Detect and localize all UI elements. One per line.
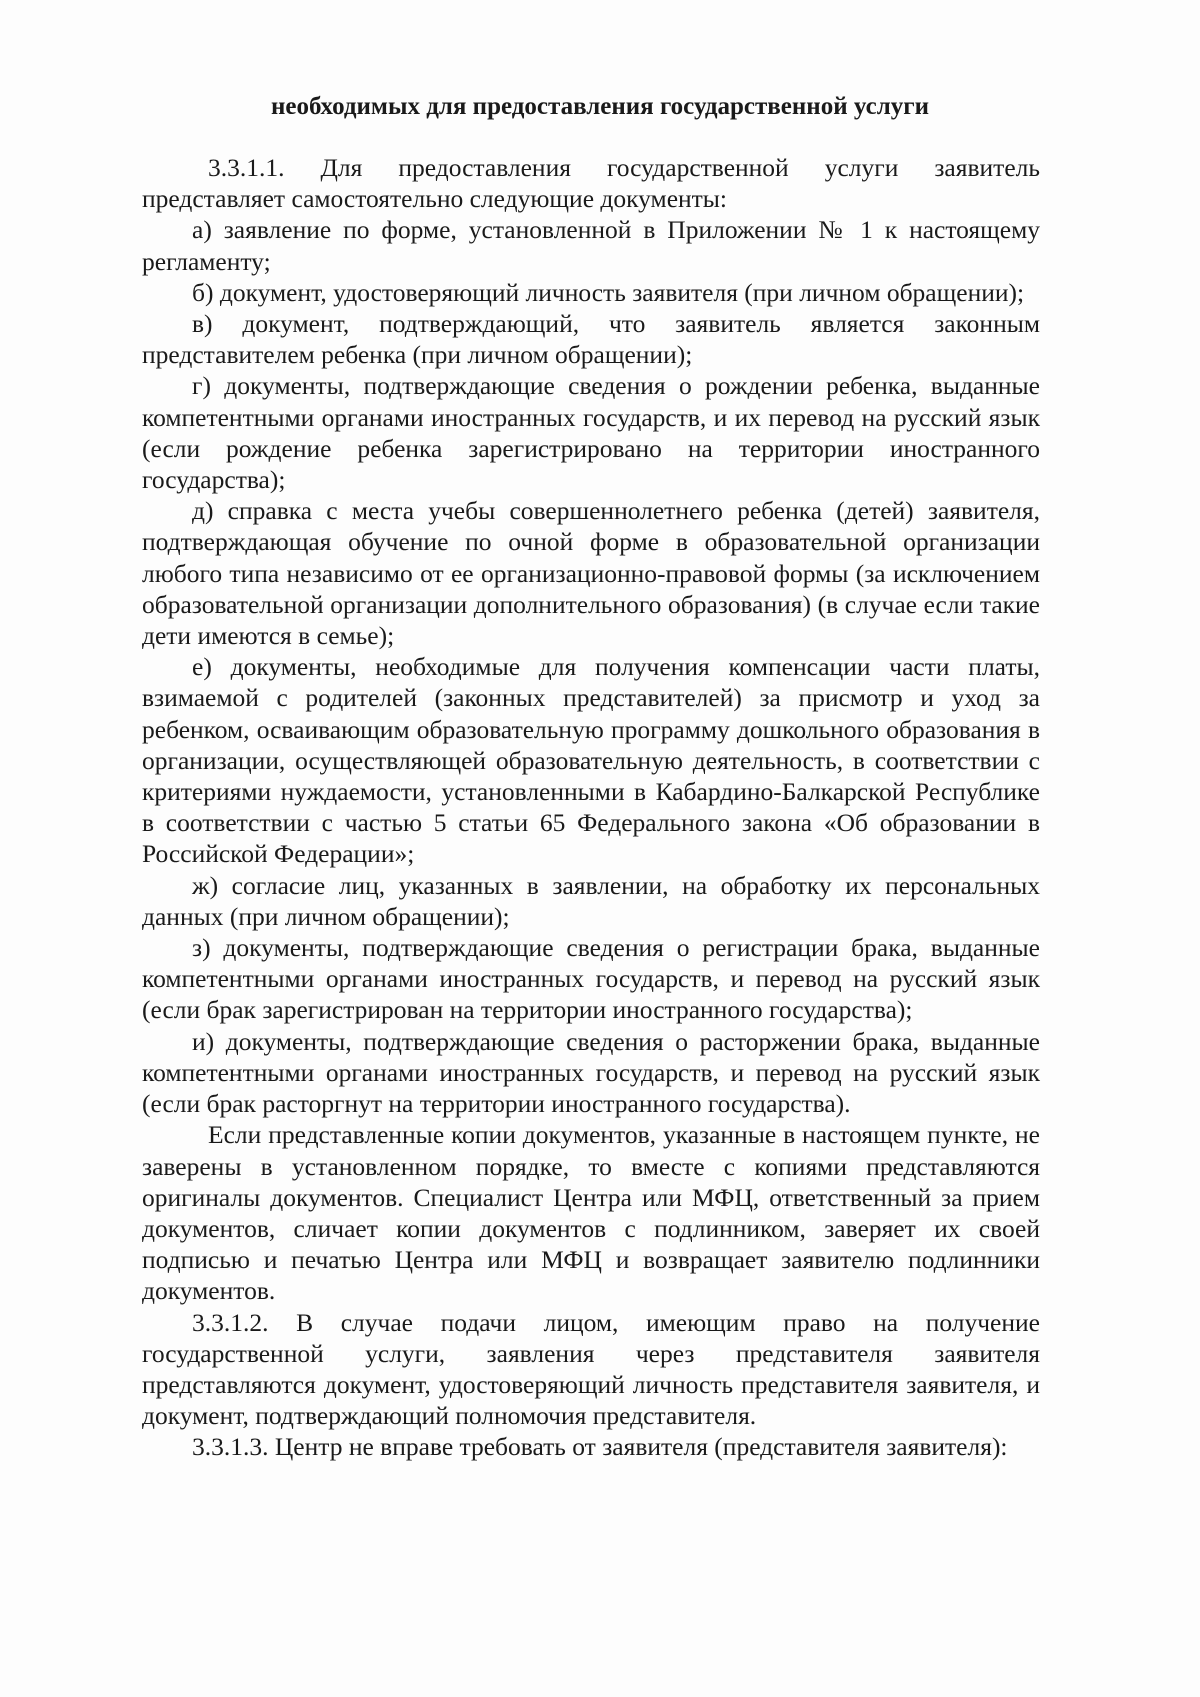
paragraph-3-3-1-2: 3.3.1.2. В случае подачи лицом, имеющим право на получение государственной услуги, заявления через представителя заявителя представляются документ, удостоверяющий личность представителя заявителя, и документ, подтверждающий полномочия представителя. (142, 1307, 1040, 1431)
list-item-g: г) документы, подтверждающие сведения о рождении ребенка, выданные компетентными органами иностранных государств, и их перевод на русский язык (если рождение ребенка зарегистрировано на территории иностранного государства); (142, 371, 1040, 495)
list-item-d: д) справка с места учебы совершеннолетнего ребенка (детей) заявителя, подтверждающая обучение по очной форме в образовательной организации любого типа независимо от ее организационно-правовой формы (за исключением образовательной организации дополнительного образования) (в случае если такие дети имеются в семье); (142, 496, 1040, 651)
paragraph-copies-note: Если представленные копии документов, указанные в настоящем пункте, не заверены в установленном порядке, то вместе с копиями представляются оригиналы документов. Специалист Центра или МФЦ, ответственный за прием документов, сличает копии документов с подлинником, заверяет их своей подписью и печатью Центра или МФЦ и возвращает заявителю подлинники документов. (142, 1120, 1040, 1306)
list-item-b: б) документ, удостоверяющий личность заявителя (при личном обращении); (192, 277, 1025, 307)
document-body (142, 152, 1040, 1463)
section-heading: необходимых для предоставления государственной услуги (271, 93, 929, 120)
list-item-i: и) документы, подтверждающие сведения о расторжении брака, выданные компетентными органами иностранных государств, и перевод на русский язык (если брак расторгнут на территории иностранного государства). (142, 1026, 1040, 1119)
paragraph-3-3-1-3: 3.3.1.3. Центр не вправе требовать от заявителя (представителя заявителя): (192, 1432, 1008, 1462)
list-item-e: е) документы, необходимые для получения компенсации части платы, взимаемой с родителей (законных представителей) за присмотр и уход за ребенком, осваивающим образовательную программу дошкольного образования в организации, осуществляющей образовательную деятельность, в соответствии с критериями нуждаемости, установленными в Кабардино-Балкарской Республике в соответствии с частью 5 статьи 65 Федерального закона «Об образовании в Российской Федерации»; (142, 652, 1040, 869)
list-item-v: в) документ, подтверждающий, что заявитель является законным представителем ребенка (при личном обращении); (142, 309, 1040, 370)
list-item-zh: ж) согласие лиц, указанных в заявлении, на обработку их персональных данных (при личном обращении); (142, 870, 1040, 931)
paragraph-3-3-1-1: 3.3.1.1. Для предоставления государственной услуги заявитель представляет самостоятельно следующие документы: (142, 153, 1040, 214)
list-item-z: з) документы, подтверждающие сведения о регистрации брака, выданные компетентными органами иностранных государств, и перевод на русский язык (если брак зарегистрирован на территории иностранного государства); (142, 933, 1040, 1025)
list-item-a: а) заявление по форме, установленной в Приложении № 1 к настоящему регламенту; (142, 215, 1040, 276)
